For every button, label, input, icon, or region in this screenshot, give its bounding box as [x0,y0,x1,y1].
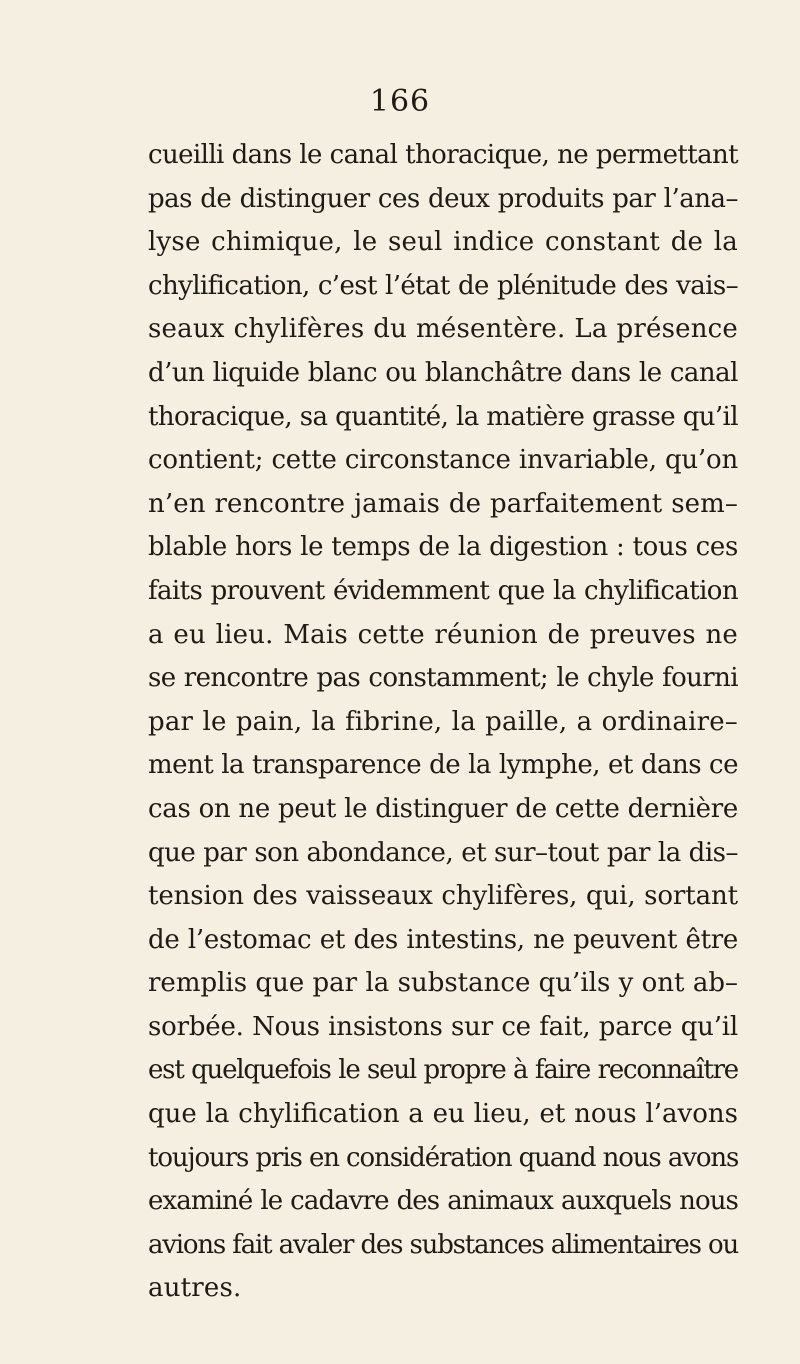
body-text [148,134,738,1311]
text-line: cas on ne peut le distinguer de cette dernière [148,793,738,824]
text-line: autres. [148,1273,242,1304]
text-line: pas de distinguer ces deux produits par l’ana– [148,183,738,214]
text-line: avions fait avaler des substances alimentaires ou [148,1229,738,1260]
text-line: toujours pris en considération quand nous avons [148,1142,739,1173]
text-line: n’en rencontre jamais de parfaitement sem– [148,488,738,519]
text-line: de l’estomac et des intestins, ne peuvent être [148,924,738,955]
text-line: ment la transparence de la lymphe, et dans ce [148,750,738,781]
text-line: sorbée. Nous insistons sur ce fait, parce qu’il [148,1011,738,1042]
text-line: examiné le cadavre des animaux auxquels nous [148,1186,738,1217]
text-line: est quelquefois le seul propre à faire reconnaître [148,1055,738,1086]
text-line: cueilli dans le canal thoracique, ne permettant [148,140,738,170]
text-line: a eu lieu. Mais cette réunion de preuves ne [148,619,738,650]
text-line: faits prouvent évidemment que la chylification [148,575,738,606]
text-line: par le pain, la fibrine, la paille, a ordinaire– [148,706,738,737]
text-line: chylification, c’est l’état de plénitude des vais– [148,270,738,301]
text-line: thoracique, sa quantité, la matière grasse qu’il [148,401,738,432]
text-line: se rencontre pas constamment; le chyle fourni [148,663,738,694]
text-line: remplis que par la substance qu’ils y ont ab– [148,968,738,999]
page-number: 166 [369,84,431,119]
text-line: que par son abondance, et sur–tout par la dis– [148,837,738,868]
text-line: contient; cette circonstance invariable, qu’on [148,445,738,476]
text-line: tension des vaisseaux chylifères, qui, sortant [148,881,738,912]
text-line: que la chylification a eu lieu, et nous l’avons [148,1099,738,1130]
text-line: lyse chimique, le seul indice constant de la [148,227,738,258]
text-line: d’un liquide blanc ou blanchâtre dans le canal [148,357,738,388]
text-line: seaux chylifères du mésentère. La présence [148,314,738,345]
text-line: blable hors le temps de la digestion : tous ces [148,532,738,563]
